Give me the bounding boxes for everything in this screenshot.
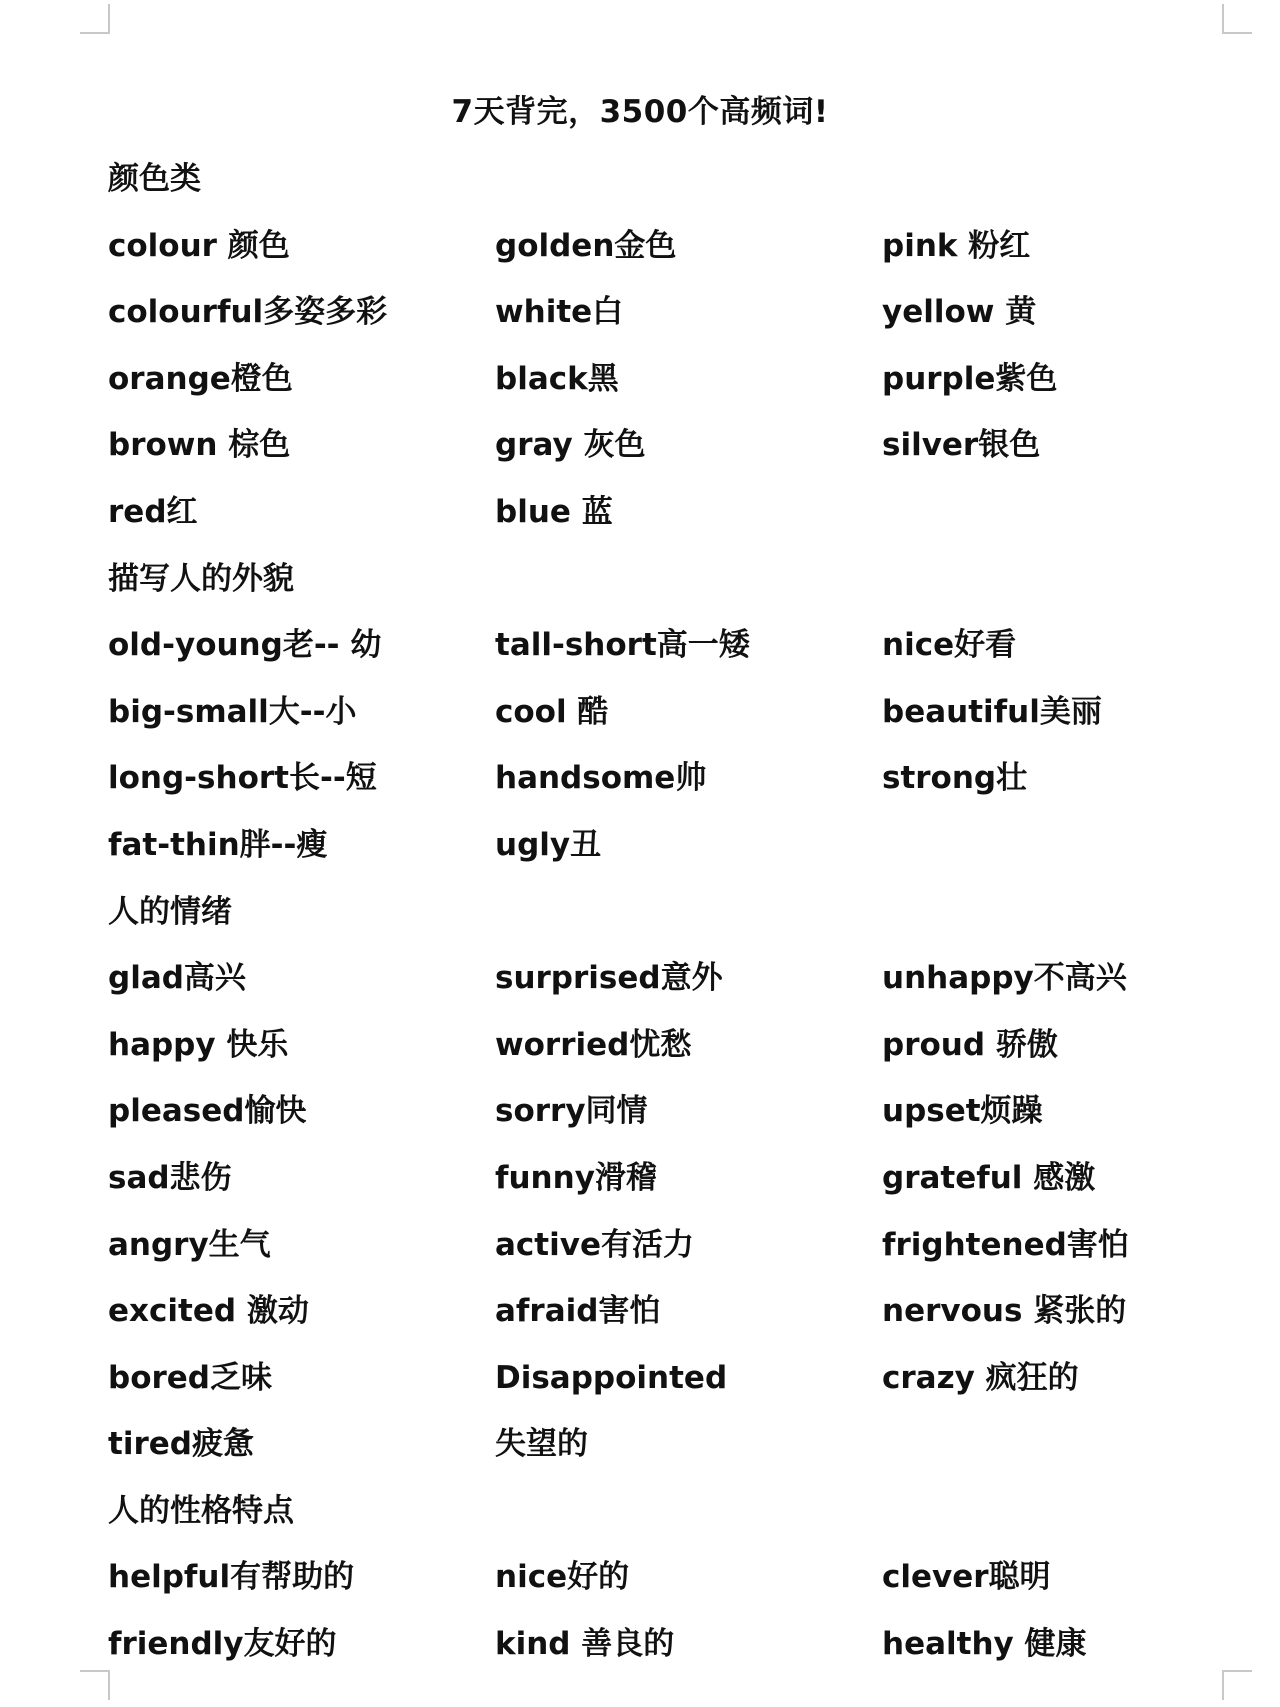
- vocab-entry: bored乏味: [108, 1359, 272, 1396]
- vocab-entry: 失望的: [495, 1426, 588, 1463]
- vocab-entry: [882, 479, 1198, 546]
- vocab-row: [108, 1278, 1198, 1345]
- vocab-entry: excited 激动: [108, 1293, 309, 1330]
- vocab-entry: yellow 黄: [882, 294, 1037, 331]
- vocab-entry: [882, 812, 1198, 879]
- vocab-entry: frightened害怕: [882, 1226, 1129, 1263]
- vocab-entry: kind 善良的: [495, 1626, 675, 1663]
- vocab-entry: sad悲伤: [108, 1159, 232, 1196]
- vocab-entry: orange橙色: [108, 360, 293, 397]
- vocab-row: [108, 679, 1198, 746]
- vocab-entry: clever聪明: [882, 1559, 1051, 1596]
- vocab-entry: healthy 健康: [882, 1626, 1087, 1663]
- vocab-row: [108, 1078, 1198, 1145]
- vocab-entry: angry生气: [108, 1226, 271, 1263]
- vocab-row: [108, 1411, 1198, 1478]
- vocab-entry: blue 蓝: [495, 493, 613, 530]
- vocab-row: [108, 479, 1198, 546]
- vocab-entry: worried忧愁: [495, 1026, 692, 1063]
- vocab-entry: cool 酷: [495, 693, 609, 730]
- section-heading: 颜色类: [108, 161, 201, 197]
- vocab-row: [108, 279, 1198, 346]
- vocab-entry: gray 灰色: [495, 427, 646, 464]
- vocab-entry: tall-short高一矮: [495, 627, 750, 664]
- vocab-entry: grateful 感激: [882, 1159, 1096, 1196]
- vocab-entry: Disappointed: [495, 1359, 728, 1396]
- vocab-entry: colourful多姿多彩: [108, 294, 388, 331]
- crop-mark-bottom-left: [80, 1670, 110, 1700]
- crop-mark-bottom-right: [1222, 1670, 1252, 1700]
- vocab-entry: silver银色: [882, 427, 1041, 464]
- vocab-entry: surprised意外: [495, 960, 723, 997]
- vocab-entry: happy 快乐: [108, 1026, 289, 1063]
- vocab-row: [108, 1145, 1198, 1212]
- vocab-entry: unhappy不高兴: [882, 960, 1127, 997]
- vocab-entry: big-small大--小: [108, 693, 357, 730]
- vocab-row: [108, 1012, 1198, 1079]
- vocab-entry: pleased愉快: [108, 1093, 307, 1130]
- vocab-entry: red红: [108, 493, 198, 530]
- vocab-entry: helpful有帮助的: [108, 1559, 355, 1596]
- section-heading: 描写人的外貌: [108, 560, 294, 597]
- vocab-entry: golden金色: [495, 227, 677, 264]
- vocab-row: [108, 412, 1198, 479]
- vocab-entry: [882, 1411, 1198, 1478]
- vocab-row: [108, 612, 1198, 679]
- vocab-entry: pink 粉红: [882, 227, 1031, 264]
- section-heading: 人的情绪: [108, 893, 232, 930]
- vocab-entry: beautiful美丽: [882, 693, 1102, 730]
- vocab-row: [108, 213, 1198, 280]
- vocab-row: [108, 1611, 1198, 1678]
- vocab-entry: white白: [495, 294, 624, 331]
- vocab-entry: strong壮: [882, 760, 1028, 797]
- vocab-row: [108, 1345, 1198, 1412]
- vocab-entry: colour 颜色: [108, 227, 290, 264]
- vocab-entry: nervous 紧张的: [882, 1293, 1127, 1330]
- vocab-row: [108, 1212, 1198, 1279]
- vocab-entry: glad高兴: [108, 960, 246, 997]
- vocab-entry: active有活力: [495, 1226, 694, 1263]
- vocab-entry: sorry同情: [495, 1093, 648, 1130]
- document-title: 7天背完，3500个高频词!: [451, 94, 829, 130]
- vocab-row: [108, 745, 1198, 812]
- vocab-entry: friendly友好的: [108, 1626, 337, 1663]
- vocab-entry: ugly丑: [495, 826, 602, 863]
- vocabulary-list: [108, 146, 1198, 1678]
- vocab-row: [108, 1544, 1198, 1611]
- vocab-entry: tired疲惫: [108, 1426, 254, 1463]
- vocab-entry: purple紫色: [882, 360, 1058, 397]
- vocab-row: [108, 812, 1198, 879]
- vocab-entry: proud 骄傲: [882, 1026, 1058, 1063]
- vocab-entry: old-young老-- 幼: [108, 627, 382, 664]
- vocab-entry: long-short长--短: [108, 760, 377, 797]
- vocab-entry: black黑: [495, 360, 619, 397]
- vocab-entry: crazy 疯狂的: [882, 1359, 1079, 1396]
- vocab-entry: fat-thin胖--瘦: [108, 826, 328, 863]
- vocab-entry: nice好看: [882, 627, 1017, 664]
- vocab-row: [108, 346, 1198, 413]
- crop-mark-top-left: [80, 4, 110, 34]
- vocab-entry: nice好的: [495, 1559, 630, 1596]
- vocab-entry: afraid害怕: [495, 1293, 661, 1330]
- section-heading: 人的性格特点: [108, 1492, 294, 1529]
- crop-mark-top-right: [1222, 4, 1252, 34]
- vocab-entry: handsome帅: [495, 760, 707, 797]
- vocab-entry: upset烦躁: [882, 1093, 1043, 1130]
- vocab-entry: funny滑稽: [495, 1159, 657, 1196]
- vocab-row: [108, 945, 1198, 1012]
- vocab-entry: brown 棕色: [108, 427, 291, 464]
